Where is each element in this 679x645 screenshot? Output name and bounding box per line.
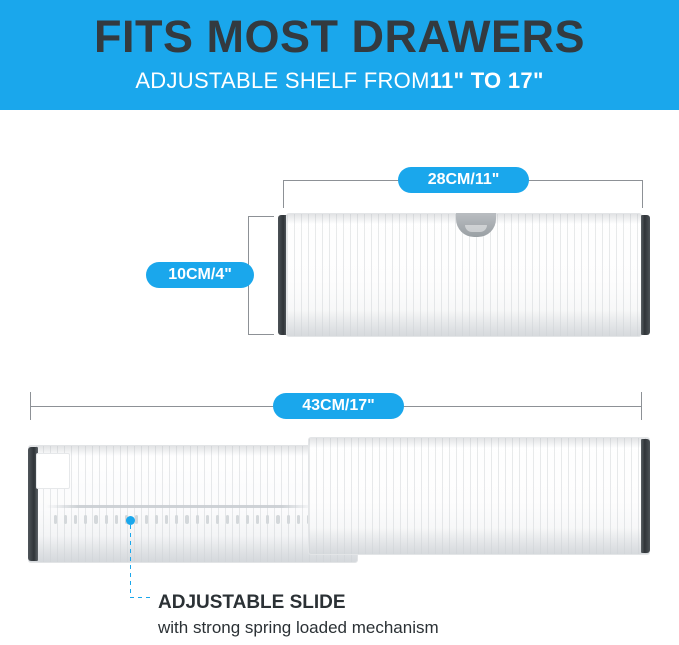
- tooth: [175, 515, 178, 524]
- tooth: [185, 515, 188, 524]
- tooth: [155, 515, 158, 524]
- tooth: [236, 515, 239, 524]
- annotation-leader-vertical: [130, 525, 131, 597]
- tooth: [206, 515, 209, 524]
- callout-top-height: 10CM/4": [146, 262, 254, 288]
- top-height-tick-top: [248, 216, 274, 217]
- drawer-divider-extended: [28, 437, 650, 567]
- top-shadow: [309, 438, 649, 448]
- annotation-point-marker: [126, 516, 135, 525]
- page-subtitle: [0, 70, 679, 92]
- front-panel: [308, 437, 650, 555]
- page-title: FITS MOST DRAWERS: [94, 11, 585, 62]
- tooth: [94, 515, 97, 524]
- tooth: [165, 515, 168, 524]
- bottom-shadow: [309, 528, 649, 554]
- annotation-subtitle: with strong spring loaded mechanism: [158, 618, 439, 637]
- tooth: [115, 515, 118, 524]
- top-height-tick-bottom: [248, 334, 274, 335]
- bottom-width-tick-left: [30, 392, 31, 420]
- tooth: [216, 515, 219, 524]
- tooth: [276, 515, 279, 524]
- slide-lock-tab: [36, 453, 70, 489]
- tooth: [246, 515, 249, 524]
- slide-groove: [46, 505, 314, 508]
- bottom-width-tick-right: [641, 392, 642, 420]
- tooth: [226, 515, 229, 524]
- tooth: [287, 515, 290, 524]
- top-width-tick-right: [642, 180, 643, 208]
- tooth: [256, 515, 259, 524]
- tooth: [64, 515, 67, 524]
- tooth: [74, 515, 77, 524]
- slide-teeth: [54, 513, 310, 525]
- tooth: [54, 515, 57, 524]
- top-width-tick-left: [283, 180, 284, 208]
- end-cap-right: [641, 215, 650, 335]
- tooth: [84, 515, 87, 524]
- callout-bottom-width: 43CM/17": [273, 393, 404, 419]
- end-cap-right: [641, 439, 650, 553]
- header-banner: [0, 0, 679, 110]
- tooth: [297, 515, 300, 524]
- subtitle-prefix: ADJUSTABLE SHELF FROM: [135, 68, 430, 93]
- tooth: [196, 515, 199, 524]
- tooth: [145, 515, 148, 524]
- tooth: [105, 515, 108, 524]
- drawer-divider-collapsed: [278, 213, 650, 337]
- bottom-shadow: [287, 310, 641, 336]
- annotation-leader-horizontal: [130, 597, 154, 598]
- tooth: [135, 515, 138, 524]
- callout-top-width: 28CM/11": [398, 167, 529, 193]
- tooth: [266, 515, 269, 524]
- subtitle-range: 11" TO 17": [429, 68, 544, 93]
- handle-notch: [465, 225, 487, 232]
- annotation-title: ADJUSTABLE SLIDE: [158, 592, 346, 613]
